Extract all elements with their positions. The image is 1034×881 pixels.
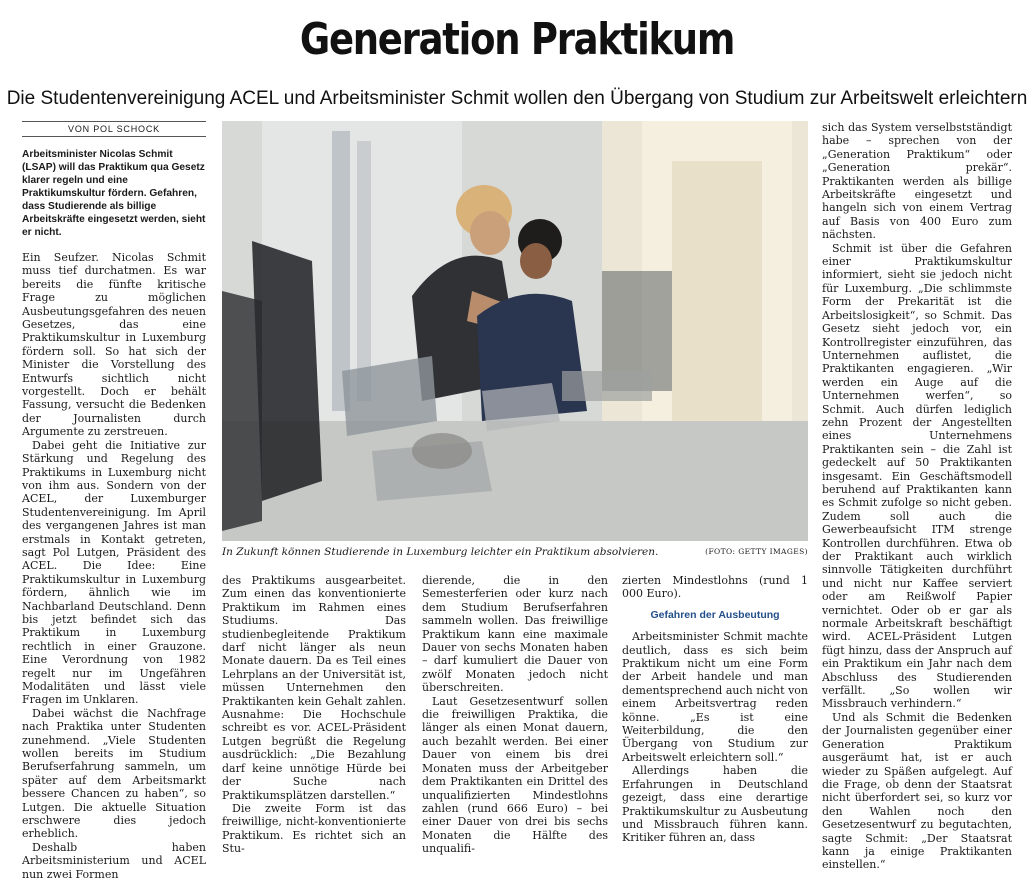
body-paragraph: Allerdings haben die Erfahrungen in Deutschland gezeigt, dass eine derartige Praktikumskultur zu Ausbeutung und Missbrauch führen kann. Kritiker führen an, dass	[622, 764, 808, 845]
column-3	[422, 574, 608, 856]
photo-credit: (FOTO: GETTY IMAGES)	[705, 547, 808, 556]
body-paragraph: Ein Seufzer. Nicolas Schmit muss tief durchatmen. Es war bereits die fünfte kritische Frage zu möglichen Ausbeutungsgefahren des neuen Gesetzes, das eine Praktikumskultur in Luxemburg fördern soll. So hat sich der Minister die Vorstellung des Entwurfs sichtlich nicht vorgestellt. Doch er behält Fassung, versucht die Bedenken der Journalisten durch Argumente zu zerstreuen.	[22, 251, 206, 439]
column-1	[22, 148, 206, 881]
article-photo	[222, 121, 808, 541]
column-5	[822, 121, 1012, 872]
body-paragraph: Und als Schmit die Bedenken der Journalisten gegenüber einer Generation Praktikum ausgeräumt hat, ist er auch wieder zu Späßen aufgelegt. Auf die Frage, ob denn der Staatsrat nicht überfordert sei, so kurz vor den Wahlen noch den Gesetzesentwurf zu begutachten, sagte Schmit: „Der Staatsrat kann ja einige Praktikanten einstellen.“	[822, 710, 1012, 872]
body-paragraph: Laut Gesetzesentwurf sollen die freiwilligen Praktika, die länger als einen Monat dauern, auch bezahlt werden. Bei einer Dauer von einem bis drei Monaten muss der Arbeitgeber dem Praktikanten ein Drittel des unqualifizierten Mindestlohns zahlen (rund 666 Euro) – bei einer Dauer von drei bis sechs Monaten die Hälfte des unqualifi-	[422, 694, 608, 856]
headline: Generation Praktikum	[299, 14, 735, 65]
column-2	[222, 574, 406, 856]
body-paragraph: dierende, die in den Semesterferien oder kurz nach dem Studium Berufserfahren sammeln wollen. Das freiwillige Praktikum kann eine maximale Dauer von sechs Monaten haben – darf kumuliert die Dauer von zwölf Monaten jedoch nicht überschreiten.	[422, 574, 608, 695]
caption-text: In Zukunft können Studierende in Luxemburg leichter ein Praktikum absolvieren.	[222, 546, 659, 558]
body-paragraph: Schmit ist über die Gefahren einer Praktikumskultur informiert, sieht sie jedoch nicht für Luxemburg. „Die schlimmste Form der Prekarität ist die Arbeitslosigkeit“, so Schmit. Das Gesetz sieht jedoch vor, ein Kontrollregister einzuführen, das Unternehmen auflistet, die Praktikanten engagieren. „Wir werden ein Auge auf die Unternehmen werfen“, so Schmit. Auch dürfen lediglich zehn Prozent der Angestellten eines Unternehmens Praktikanten sein – die Zahl ist gedeckelt auf 50 Praktikanten insgesamt. Ein Geschäftsmodell beruhend auf Praktikanten kann es Schmit zufolge so nicht geben. Zudem soll auch die Gewerbeaufsicht ITM strenge Kontrollen durchführen. Etwa ob der Praktikant auch wirklich sinnvolle Tätigkeiten durchführt und nicht nur Kaffee serviert oder am Reißwolf Papier vernichtet. Oder ob er gar als normale Arbeitskraft beschäftigt wird. ACEL-Präsident Lutgen fügt hinzu, dass der Anspruch auf ein Praktikum ein Jahr nach dem Abschluss des Studierenden verfällt. „So wollen wir Missbrauch verhindern.“	[822, 241, 1012, 711]
column-4	[622, 574, 808, 845]
subheadline: Die Studentenvereinigung ACEL und Arbeitsminister Schmit wollen den Übergang von Studium zur Arbeitswelt erleichtern	[6, 88, 1028, 109]
body-paragraph: Dabei geht die Initiative zur Stärkung und Regelung des Praktikums in Luxemburg nicht von ihm aus. Sondern von der ACEL, der Luxemburger Studentenvereinigung. Im April des vergangenen Jahres ist man erstmals in Kontakt getreten, sagt Pol Lutgen, Präsident des ACEL. Die Idee: Eine Praktikumskultur in Luxemburg fördern, ähnlich wie im Nachbarland Deutschland. Denn bis jetzt befindet sich das Praktikum in Luxemburg rechtlich in einer Grauzone. Eine Verordnung von 1982 regelt nur im Ungefähren Modalitäten und lässt viele Fragen im Unklaren.	[22, 438, 206, 707]
body-paragraph: sich das System verselbstständigt habe – sprechen von der „Generation Praktikum“ oder „Generation prekär“. Praktikanten werden als billige Arbeitskräfte eingesetzt und hangeln sich von einem Vertrag auf Basis von 400 Euro zum nächsten.	[822, 121, 1012, 242]
photo-caption	[222, 545, 808, 559]
body-paragraph: zierten Mindestlohns (rund 1 000 Euro).	[622, 574, 808, 601]
body-paragraph: Arbeitsminister Schmit machte deutlich, dass es sich beim Praktikum nicht um eine Form der Arbeit handele und man dementsprechend auch nicht von einem Arbeitsvertrag reden könne. „Es ist eine Weiterbildung, die den Übergang von Studium zur Arbeitswelt erleichtern soll.“	[622, 630, 808, 764]
body-paragraph: Die zweite Form ist das freiwillige, nicht-konventionierte Praktikum. Es richtet sich an Stu-	[222, 801, 406, 856]
photo-illustration	[222, 121, 808, 541]
body-paragraph: des Praktikums ausgearbeitet. Zum einen das konventionierte Praktikum im Rahmen eines Studiums. Das studienbegleitende Praktikum darf nicht länger als neun Monate dauern. Da es Teil eines Lehrplans an der Universität ist, müssen Unternehmen den Praktikanten kein Gehalt zahlen. Ausnahme: Die Hochschule schreibt es vor. ACEL-Präsident Lutgen begrüßt die Regelung ausdrücklich: „Die Bezahlung darf keine unnötige Hürde bei der Suche nach Praktikumsplätzen darstellen.“	[222, 574, 406, 802]
section-subtitle: Gefahren der Ausbeutung	[650, 608, 780, 621]
byline: VON POL SCHOCK	[22, 121, 206, 137]
body-paragraph: Deshalb haben Arbeitsministerium und ACEL nun zwei Formen	[22, 840, 206, 881]
lead-paragraph: Arbeitsminister Nicolas Schmit (LSAP) will das Praktikum qua Gesetz klarer regeln und eine Praktikumskultur fördern. Gefahren, dass Studierende als billige Arbeitskräfte eingesetzt werden, sieht er nicht.	[22, 149, 206, 238]
body-paragraph: Dabei wächst die Nachfrage nach Praktika unter Studenten zunehmend. „Viele Studenten wollen bereits im Studium Berufserfahrung sammeln, um später auf dem Arbeitsmarkt bessere Chancen zu haben“, so Lutgen. Die aktuelle Situation erschwere dies jedoch erheblich.	[22, 706, 206, 841]
